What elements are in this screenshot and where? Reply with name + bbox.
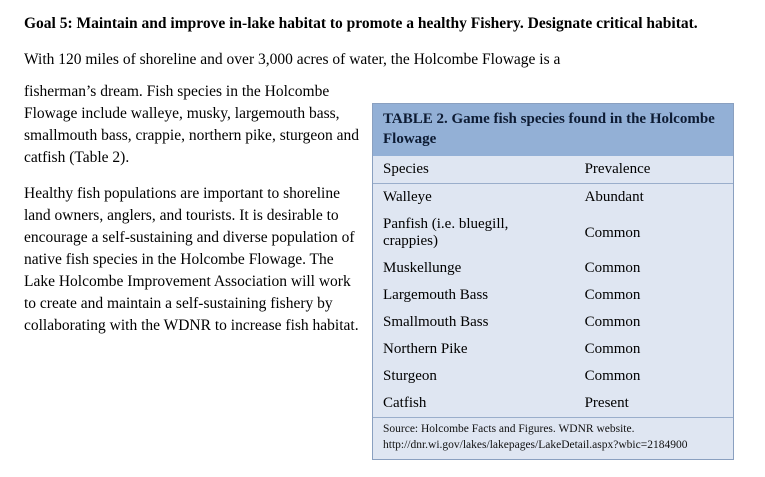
table-title: TABLE 2. Game fish species found in the Holcombe Flowage	[373, 104, 733, 156]
fish-species-table	[372, 103, 734, 460]
source-text: Source: Holcombe Facts and Figures. WDNR website.	[383, 423, 635, 435]
cell-species: Sturgeon	[383, 368, 437, 384]
cell-species: Smallmouth Bass	[383, 314, 489, 330]
column-header-species: Species	[373, 156, 575, 184]
column-header-prevalence: Prevalence	[575, 156, 733, 184]
table-header-row	[373, 156, 733, 184]
table-source-note	[373, 417, 733, 459]
body-paragraph-2: Healthy fish populations are important to shoreline land owners, anglers, and tourists. It is desirable to encourage a self-sustaining and diverse population of native fish species in the Holcombe Flowage. The Lake Holcombe Improvement Association will work to create and maintain a self-sustaining fishery by collaborating with the WDNR to increase fish habitat.	[24, 184, 359, 334]
cell-prevalence: Common	[584, 341, 641, 357]
cell-species: Northern Pike	[383, 341, 468, 357]
cell-species: Panfish (i.e. bluegill, crappies)	[383, 216, 509, 249]
goal-heading: Goal 5: Maintain and improve in-lake habitat to promote a healthy Fishery. Designate critical habitat.	[24, 15, 698, 32]
lead-paragraph: With 120 miles of shoreline and over 3,000 acres of water, the Holcombe Flowage is a	[24, 50, 561, 68]
table-row	[373, 336, 733, 363]
table-row	[373, 255, 733, 282]
cell-species: Largemouth Bass	[383, 287, 489, 303]
cell-prevalence: Common	[584, 314, 641, 330]
table-grid	[373, 156, 733, 417]
cell-prevalence: Common	[584, 287, 641, 303]
table-row	[373, 309, 733, 336]
table-row	[373, 390, 733, 417]
table-row	[373, 211, 733, 255]
table-row	[373, 363, 733, 390]
cell-prevalence: Present	[584, 395, 629, 411]
source-url: http://dnr.wi.gov/lakes/lakepages/LakeDetail.aspx?wbic=2184900	[383, 438, 688, 451]
body-column	[24, 81, 364, 337]
cell-species: Catfish	[383, 395, 427, 411]
cell-species: Walleye	[373, 184, 575, 212]
body-paragraph-1: fisherman’s dream. Fish species in the Holcombe Flowage include walleye, musky, largemouth bass, smallmouth bass, crappie, northern pike, sturgeon and catfish (Table 2).	[24, 82, 360, 166]
cell-prevalence: Common	[584, 260, 641, 276]
table-row	[373, 184, 733, 212]
table-row	[373, 282, 733, 309]
cell-prevalence: Abundant	[575, 184, 733, 212]
cell-prevalence: Common	[584, 368, 641, 384]
cell-species: Muskellunge	[383, 260, 462, 276]
cell-prevalence: Common	[584, 224, 641, 241]
